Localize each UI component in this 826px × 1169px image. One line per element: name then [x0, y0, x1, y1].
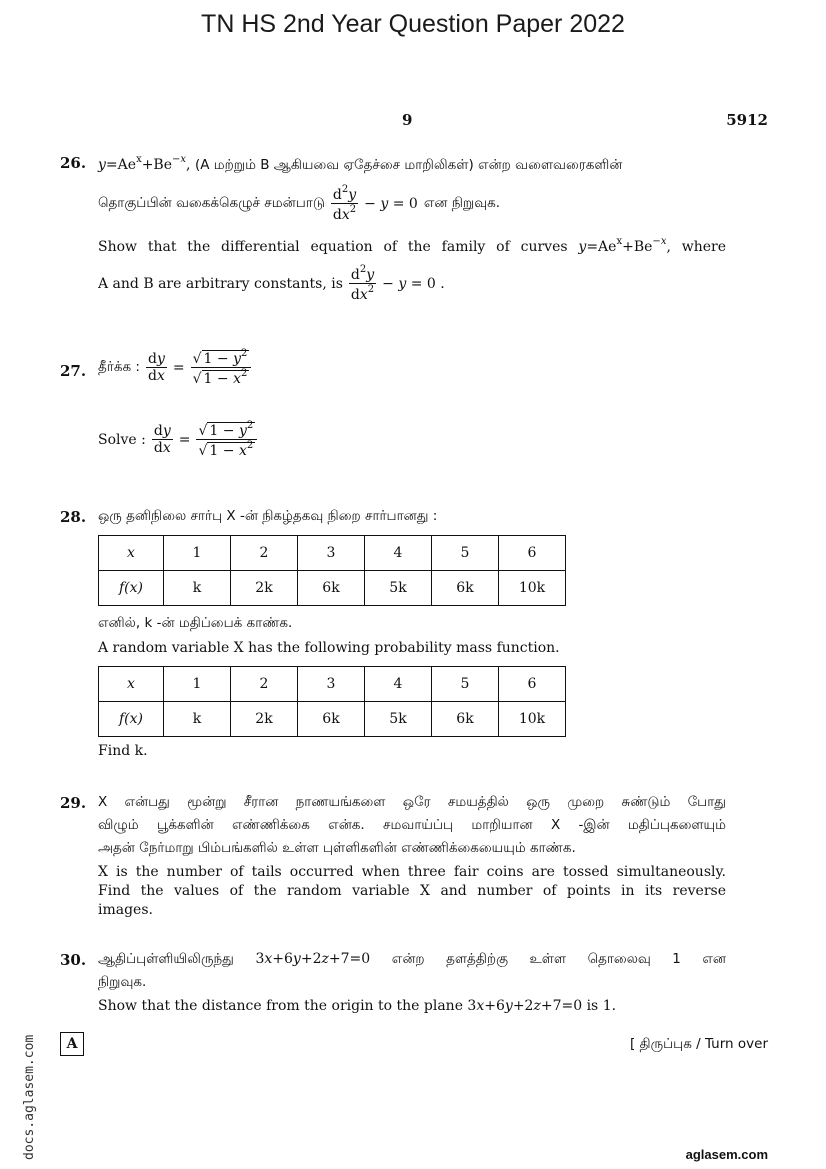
- q28-english-find: Find k.: [98, 743, 148, 759]
- q26-english-where: , where: [666, 239, 726, 255]
- q29-english-line-3: images.: [98, 902, 153, 918]
- question-number-29: 29.: [60, 794, 87, 812]
- table-cell: 2k: [231, 702, 298, 737]
- question-number-28: 28.: [60, 508, 87, 526]
- table-cell: 10k: [499, 571, 566, 606]
- turn-over-text: [ திருப்புக / Turn over: [629, 1036, 768, 1052]
- q28-english-intro: A random variable X has the following probability mass function.: [98, 640, 560, 656]
- turn-over-label: [630, 1036, 768, 1054]
- question-number-30: 30.: [60, 951, 87, 969]
- table-cell: 3: [298, 536, 365, 571]
- page-number: 9: [402, 111, 413, 129]
- table-cell: 2: [231, 667, 298, 702]
- table-cell: 1: [164, 536, 231, 571]
- q26-tamil-line-1: $y=Ae^x+Be^{-x}$, (A மற்றும் B ஆகியவை ஏதேச்சை மாறிலிகள்) என்ற வளைவரைகளின்: [98, 154, 623, 173]
- question-number-27: 27.: [60, 362, 87, 380]
- q30-tamil-line-1: ஆதிப்புள்ளியிலிருந்து 3x+6y+2z+7=0 என்ற தளத்திற்கு உள்ள தொலைவு 1 என: [98, 951, 726, 967]
- q26-tamil-end: என நிறுவுக.: [423, 194, 501, 211]
- q27-english-label: Solve :: [98, 431, 146, 448]
- version-box: A: [60, 1032, 84, 1056]
- table-cell: 5k: [365, 571, 432, 606]
- dy-dx-fraction: $\frac{dy}{dx}$: [153, 423, 171, 457]
- table-cell: 1: [164, 667, 231, 702]
- q26-english-line-1: Show that the differential equation of the family of curves $y=Ae^x+Be^{-x}$, where: [98, 236, 726, 255]
- table-cell: x: [99, 536, 164, 571]
- q30-tamil-text-b: என்ற தளத்திற்கு உள்ள தொலைவு 1 என: [391, 951, 726, 967]
- table-cell: 6k: [432, 702, 499, 737]
- table-cell: 5: [432, 536, 499, 571]
- sqrt-fraction: $\frac{√ 1 - y^2}{√ 1 - x^2}$: [196, 420, 257, 459]
- table-cell: 6k: [298, 571, 365, 606]
- table-cell: 2k: [231, 571, 298, 606]
- table-cell: 2: [231, 536, 298, 571]
- q26-equation: y: [98, 157, 106, 173]
- table-cell: 6k: [298, 702, 365, 737]
- q29-tamil-line-3: அதன் நேர்மாறு பிம்பங்களில் உள்ள புள்ளிகளின் எண்ணிக்கையையும் காண்க.: [98, 840, 576, 856]
- q27-english-equation: Solve : $\frac{dy}{dx}$ = $\frac{√ 1 - y^2}{√ 1 - x^2}$: [98, 420, 257, 459]
- table-row: [99, 536, 566, 571]
- table-cell: x: [99, 667, 164, 702]
- table-row: [99, 702, 566, 737]
- q29-english-line-2: Find the values of the random variable X and number of points in its reverse: [98, 883, 726, 899]
- page-header-title: TN HS 2nd Year Question Paper 2022: [201, 10, 625, 38]
- q27-tamil-equation: தீர்க்க : $\frac{dy}{dx}$ = $\frac{√ 1 - y^2}{√ 1 - x^2}$: [98, 348, 251, 387]
- table-cell: k: [164, 571, 231, 606]
- q26-tamil-text-2: தொகுப்பின் வகைக்கெழுச் சமன்பாடு: [98, 194, 325, 211]
- side-watermark: docs.aglasem.com: [22, 1034, 37, 1160]
- table-cell: 6: [499, 667, 566, 702]
- table-row: [99, 667, 566, 702]
- question-number-26: 26.: [60, 154, 87, 172]
- table-cell: k: [164, 702, 231, 737]
- table-cell: 6: [499, 536, 566, 571]
- sqrt-fraction: $\frac{√ 1 - y^2}{√ 1 - x^2}$: [191, 348, 252, 387]
- paper-code: 5912: [726, 111, 768, 129]
- q30-english-line: Show that the distance from the origin to the plane 3x+6y+2z+7=0 is 1.: [98, 998, 617, 1014]
- q30-tamil-line-2: நிறுவுக.: [98, 974, 147, 990]
- q26-tamil-text-1: (A மற்றும் B ஆகியவை ஏதேச்சை மாறிலிகள்) என்ற வளைவரைகளின்: [194, 157, 623, 173]
- table-cell: 6k: [432, 571, 499, 606]
- table-cell: f(x): [99, 702, 164, 737]
- q30-english-text: Show that the distance from the origin to the plane: [98, 998, 463, 1014]
- q26-tamil-line-2: தொகுப்பின் வகைக்கெழுச் சமன்பாடு $\frac{d^2y}{dx^2}$ − y = 0 என நிறுவுக.: [98, 184, 501, 224]
- table-cell: 5: [432, 667, 499, 702]
- pmf-table-english: [98, 666, 566, 737]
- q30-english-end: is 1.: [586, 998, 617, 1014]
- q29-english-line-1: X is the number of tails occurred when three fair coins are tossed simultaneously.: [98, 864, 726, 880]
- pmf-table-tamil: [98, 535, 566, 606]
- q26-english-text-2: A and B are arbitrary constants, is: [98, 275, 343, 292]
- second-derivative-fraction: $\frac{d^2y}{dx^2}$: [332, 184, 357, 224]
- second-derivative-fraction: $\frac{d^2y}{dx^2}$: [350, 264, 375, 304]
- table-cell: 4: [365, 536, 432, 571]
- q28-tamil-intro: ஒரு தனிநிலை சார்பு X -ன் நிகழ்தகவு நிறை சார்பானது :: [98, 508, 438, 524]
- q30-tamil-text-a: ஆதிப்புள்ளியிலிருந்து: [98, 951, 234, 967]
- q29-tamil-line-2: விழும் பூக்களின் எண்ணிக்கை என்க. சமவாய்ப்பு மாறியான X -இன் மதிப்புகளையும்: [98, 817, 726, 833]
- table-cell: 3: [298, 667, 365, 702]
- table-cell: 4: [365, 667, 432, 702]
- table-cell: f(x): [99, 571, 164, 606]
- q26-english-text-1: Show that the differential equation of the family of curves: [98, 239, 568, 255]
- table-cell: 10k: [499, 702, 566, 737]
- q29-tamil-line-1: X என்பது மூன்று சீரான நாணயங்களை ஒரே சமயத்தில் ஒரு முறை சுண்டும் போது: [98, 794, 726, 810]
- table-row: [99, 571, 566, 606]
- q26-english-line-2: A and B are arbitrary constants, is $\frac{d^2y}{dx^2}$ − y = 0 .: [98, 264, 445, 304]
- q27-tamil-label: தீர்க்க :: [98, 358, 140, 375]
- dy-dx-fraction: $\frac{dy}{dx}$: [147, 351, 165, 385]
- q28-tamil-find: எனில், k -ன் மதிப்பைக் காண்க.: [98, 615, 293, 631]
- table-cell: 5k: [365, 702, 432, 737]
- site-watermark: aglasem.com: [685, 1147, 768, 1162]
